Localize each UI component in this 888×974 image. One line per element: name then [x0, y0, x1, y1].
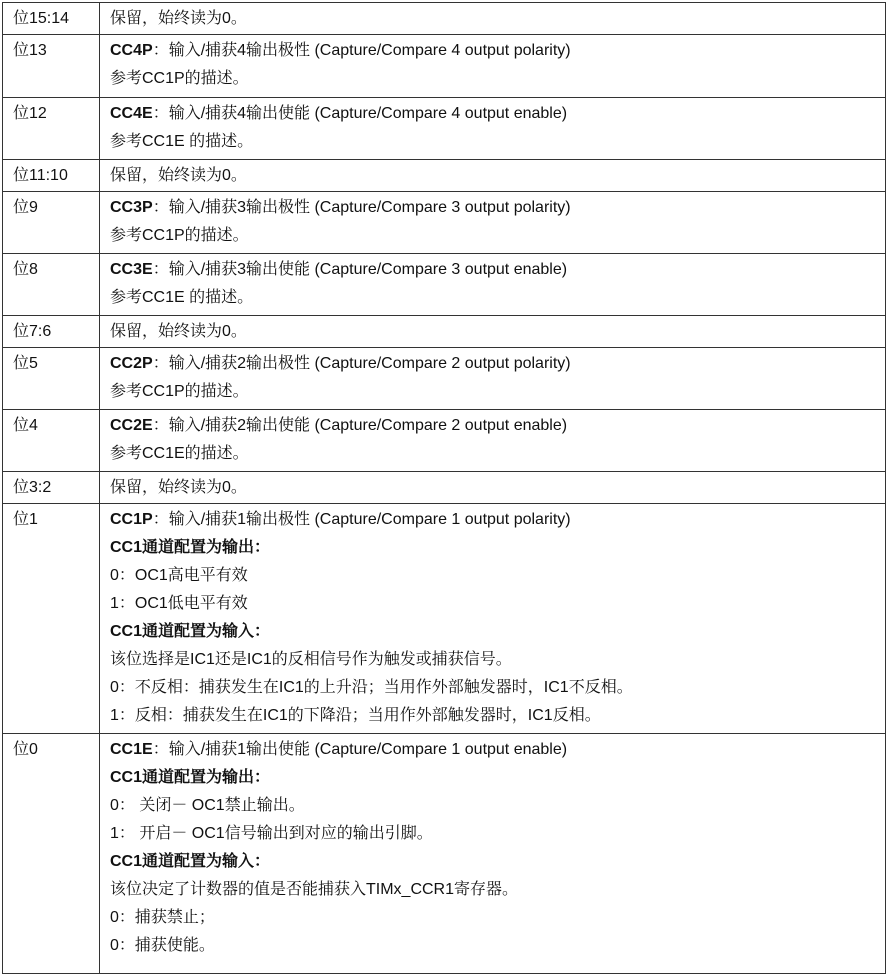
field-name: CC2P — [110, 355, 153, 372]
field-name: CC1通道配置为输出： — [110, 769, 271, 786]
description-line — [110, 590, 885, 618]
table-row — [3, 410, 886, 472]
description-line — [110, 618, 885, 646]
description-text: 参考CC1E 的描述。 — [110, 133, 254, 150]
description-text: 0：捕获禁止； — [110, 909, 215, 926]
bit-description — [100, 160, 886, 192]
table-row — [3, 254, 886, 316]
bit-position: 位5 — [3, 348, 100, 410]
bit-position: 位15:14 — [3, 3, 100, 35]
description-line — [110, 646, 885, 674]
description-text: 参考CC1P的描述。 — [110, 227, 249, 244]
bit-description — [100, 348, 886, 410]
description-line — [110, 848, 885, 876]
description-line — [110, 764, 885, 792]
table-row — [3, 348, 886, 410]
description-text: 保留，始终读为0。 — [110, 10, 247, 27]
bit-position: 位4 — [3, 410, 100, 472]
field-name: CC2E — [110, 417, 153, 434]
table-row — [3, 3, 886, 35]
description-line — [110, 506, 885, 534]
description-text: 参考CC1E的描述。 — [110, 445, 249, 462]
description-line — [110, 440, 885, 468]
description-line — [110, 5, 885, 33]
bit-position: 位8 — [3, 254, 100, 316]
description-line — [110, 876, 885, 904]
bit-position: 位0 — [3, 734, 100, 974]
description-text: ：输入/捕获4输出使能 (Capture/Compare 4 output enable) — [152, 105, 568, 122]
bit-description — [100, 316, 886, 348]
description-text: 保留，始终读为0。 — [110, 323, 247, 340]
table-row — [3, 98, 886, 160]
description-text: ：输入/捕获3输出使能 (Capture/Compare 3 output enable) — [152, 261, 568, 278]
field-name: CC1E — [110, 741, 153, 758]
description-text: ：输入/捕获4输出极性 (Capture/Compare 4 output polarity) — [152, 42, 571, 59]
field-name: CC4E — [110, 105, 153, 122]
bit-description — [100, 3, 886, 35]
description-text: ：输入/捕获2输出使能 (Capture/Compare 2 output enable) — [152, 417, 568, 434]
description-text: 参考CC1E 的描述。 — [110, 289, 254, 306]
description-line — [110, 562, 885, 590]
description-text: ：输入/捕获2输出极性 (Capture/Compare 2 output polarity) — [152, 355, 571, 372]
bit-position: 位11:10 — [3, 160, 100, 192]
description-line — [110, 674, 885, 702]
bit-description — [100, 35, 886, 98]
bit-description — [100, 192, 886, 254]
description-text: 参考CC1P的描述。 — [110, 70, 249, 87]
description-text: 0：捕获使能。 — [110, 937, 215, 954]
description-line — [110, 820, 885, 848]
description-text: 0：不反相：捕获发生在IC1的上升沿；当用作外部触发器时，IC1不反相。 — [110, 679, 633, 696]
register-bit-table — [2, 2, 886, 974]
description-line — [110, 37, 885, 65]
description-line — [110, 904, 885, 932]
bit-position: 位13 — [3, 35, 100, 98]
description-line — [110, 65, 885, 93]
bit-position: 位3:2 — [3, 472, 100, 504]
bit-description — [100, 98, 886, 160]
bit-description — [100, 734, 886, 974]
description-line — [110, 350, 885, 378]
description-line — [110, 284, 885, 312]
description-line — [110, 222, 885, 250]
table-row — [3, 472, 886, 504]
description-text: 参考CC1P的描述。 — [110, 383, 249, 400]
bit-position: 位7:6 — [3, 316, 100, 348]
bit-position: 位1 — [3, 504, 100, 734]
description-line — [110, 702, 885, 730]
description-text: 1：反相：捕获发生在IC1的下降沿；当用作外部触发器时，IC1反相。 — [110, 707, 601, 724]
table-row — [3, 35, 886, 98]
table-row — [3, 734, 886, 974]
description-line — [110, 474, 885, 502]
bit-description — [100, 504, 886, 734]
description-text: 1：OC1低电平有效 — [110, 595, 248, 612]
description-line — [110, 792, 885, 820]
description-line — [110, 412, 885, 440]
description-text: ：输入/捕获1输出使能 (Capture/Compare 1 output enable) — [152, 741, 568, 758]
field-name: CC1通道配置为输出： — [110, 539, 271, 556]
description-text: 1： 开启－ OC1信号输出到对应的输出引脚。 — [110, 825, 433, 842]
description-text: 保留，始终读为0。 — [110, 167, 247, 184]
description-text: 0：OC1高电平有效 — [110, 567, 248, 584]
bit-description — [100, 254, 886, 316]
description-line — [110, 736, 885, 764]
table-row — [3, 504, 886, 734]
description-text: 该位选择是IC1还是IC1的反相信号作为触发或捕获信号。 — [110, 651, 512, 668]
description-line — [110, 932, 885, 960]
table-row — [3, 316, 886, 348]
field-name: CC3E — [110, 261, 153, 278]
field-name: CC1通道配置为输入： — [110, 853, 271, 870]
description-text: ：输入/捕获3输出极性 (Capture/Compare 3 output polarity) — [152, 199, 571, 216]
description-line — [110, 378, 885, 406]
description-line — [110, 534, 885, 562]
bit-position: 位9 — [3, 192, 100, 254]
description-line — [110, 128, 885, 156]
field-name: CC1通道配置为输入： — [110, 623, 271, 640]
description-line — [110, 318, 885, 346]
bit-description — [100, 410, 886, 472]
field-name: CC4P — [110, 42, 153, 59]
description-text: 该位决定了计数器的值是否能捕获入TIMx_CCR1寄存器。 — [110, 881, 519, 898]
description-line — [110, 256, 885, 284]
description-text: 0： 关闭－ OC1禁止输出。 — [110, 797, 305, 814]
description-line — [110, 162, 885, 190]
table-row — [3, 160, 886, 192]
field-name: CC1P — [110, 511, 153, 528]
description-text: 保留，始终读为0。 — [110, 479, 247, 496]
description-line — [110, 100, 885, 128]
bit-position: 位12 — [3, 98, 100, 160]
field-name: CC3P — [110, 199, 153, 216]
bit-description — [100, 472, 886, 504]
description-line — [110, 194, 885, 222]
description-text: ：输入/捕获1输出极性 (Capture/Compare 1 output polarity) — [152, 511, 571, 528]
table-row — [3, 192, 886, 254]
